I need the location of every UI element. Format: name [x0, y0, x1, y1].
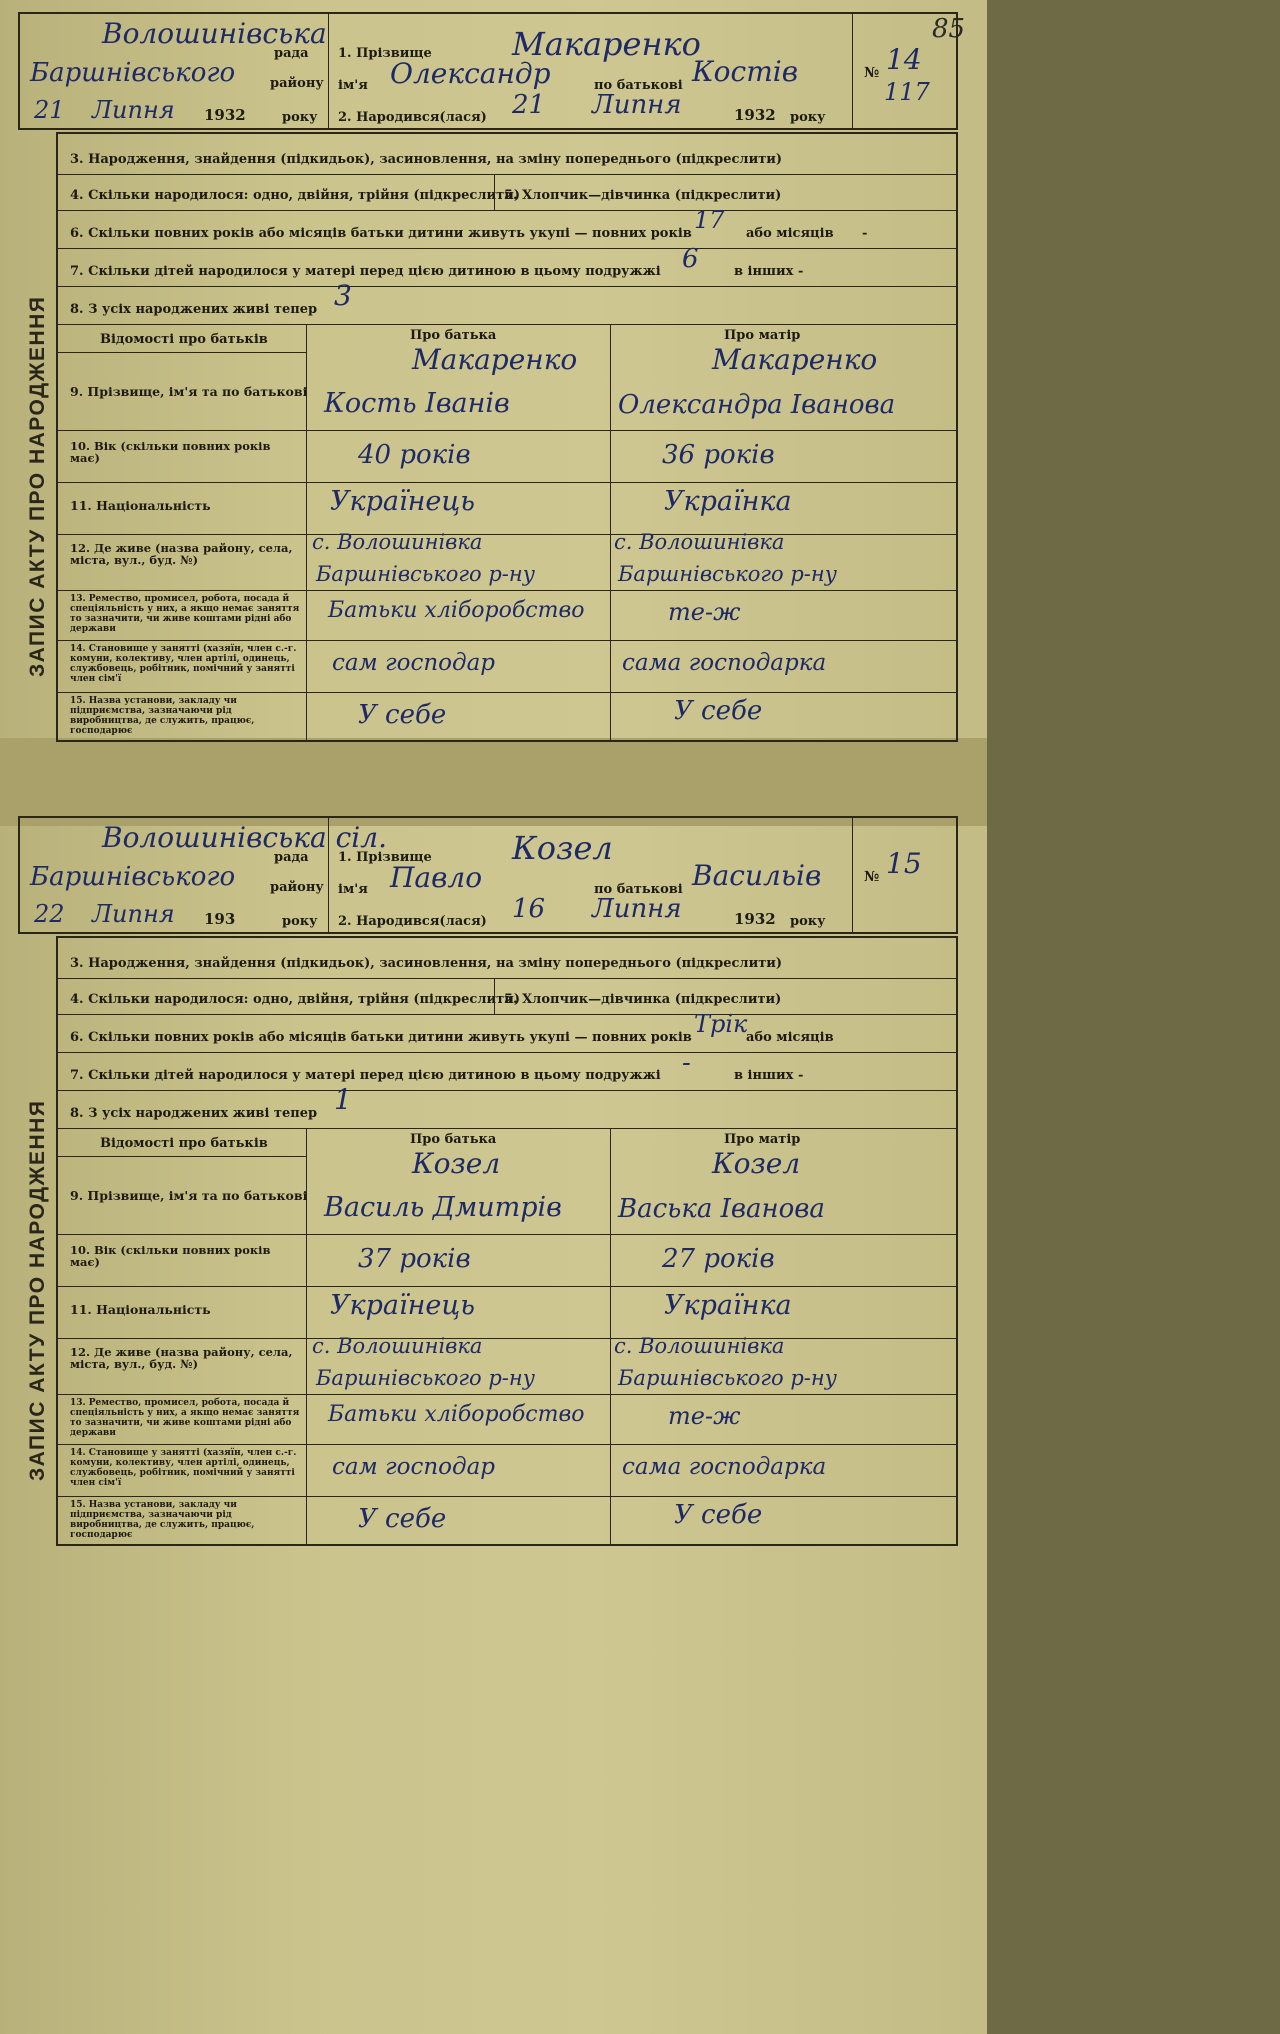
- row10-text: 10. Вік (скільки повних років має): [70, 439, 271, 465]
- birth-day: 16: [512, 894, 546, 924]
- number-sign: №: [864, 65, 880, 81]
- father-header: Про батька: [410, 328, 497, 343]
- birth-year: 1932: [734, 106, 776, 124]
- row10-text: 10. Вік (скільки повних років має): [70, 1243, 271, 1269]
- row4-text: 4. Скільки народилося: одно, двійня, трійня (підкреслити): [70, 188, 520, 203]
- father-surname: Козел: [412, 1147, 501, 1180]
- row13-text: 13. Ремество, промисел, робота, посада й спеціяльність у них, а якщо немає заняття то зазначити, чи живе коштами рідні або держави: [70, 1398, 300, 1438]
- row3-text: 3. Народження, знайдення (підкидьок), засиновлення, на зміну попереднього (підкреслити): [70, 152, 783, 167]
- raion-label: району: [270, 880, 324, 895]
- record-number: 14: [886, 43, 922, 76]
- child-name: Олександр: [390, 57, 551, 90]
- row-divider: [56, 286, 958, 287]
- birth-month: Липня: [592, 90, 682, 120]
- father-status: сам господар: [332, 1454, 495, 1480]
- mother-status: сама господарка: [622, 1454, 827, 1480]
- record-number-secondary: 117: [884, 78, 930, 106]
- side-label: ЗАПИС АКТУ ПРО НАРОДЖЕННЯ: [26, 1099, 49, 1481]
- children-before: 6: [682, 244, 699, 274]
- born-label: 2. Народився(лася): [338, 914, 487, 929]
- side-label: ЗАПИС АКТУ ПРО НАРОДЖЕННЯ: [26, 295, 49, 677]
- child-surname: Козел: [512, 829, 613, 867]
- row15-text: 15. Назва установи, закладу чи підприємства, зазначаючи рід виробництва, де служить, працює, господарює: [70, 1500, 255, 1540]
- row14-text: 14. Становище у занятті (хазяїн, член с.-г. комуни, колективу, член артілі, одинець, службовець, робітник, помічний у занятті член сім'ї: [70, 644, 297, 684]
- row5-text: 5. Хлопчик—дівчинка (підкреслити): [504, 992, 782, 1007]
- row8-text: 8. З усіх народжених живі тепер: [70, 1106, 318, 1121]
- child-name: Павло: [390, 861, 483, 894]
- raion-value: Баршнівського: [30, 862, 236, 892]
- row-divider: [56, 352, 306, 353]
- row-divider: [56, 1394, 958, 1395]
- surname-label: 1. Прізвище: [338, 46, 432, 61]
- alive-now: 1: [334, 1083, 352, 1116]
- row14-text: 14. Становище у занятті (хазяїн, член с.-г. комуни, колективу, член артілі, одинець, службовець, робітник, помічний у занятті член сім'ї: [70, 1448, 297, 1488]
- row13-text: 13. Ремество, промисел, робота, посада й спеціяльність у них, а якщо немає заняття то зазначити, чи живе коштами рідні або держави: [70, 594, 300, 634]
- row11-text: 11. Національність: [70, 498, 211, 513]
- children-before: -: [682, 1048, 691, 1078]
- number-sign: №: [864, 869, 880, 885]
- patronymic-label: по батькові: [594, 78, 683, 93]
- mother-nationality: Українка: [664, 486, 792, 517]
- row-divider: [56, 1014, 958, 1015]
- row-divider: [494, 978, 495, 1014]
- father-workplace: У себе: [358, 700, 447, 730]
- row-divider: [56, 174, 958, 175]
- child-surname: Макаренко: [512, 25, 701, 63]
- father-residence-1: с. Волошинівка: [312, 530, 483, 554]
- row6-text: 6. Скільки повних років або місяців батьки дитини живуть укупі — повних років: [70, 1030, 692, 1045]
- row-divider: [56, 640, 958, 641]
- years-together: Трік: [694, 1010, 748, 1038]
- row8-text: 8. З усіх народжених живі тепер: [70, 302, 318, 317]
- mother-residence-2: Баршнівського р-ну: [618, 1366, 837, 1390]
- father-workplace: У себе: [358, 1504, 447, 1534]
- col-divider: [610, 324, 611, 742]
- reg-month: Липня: [92, 900, 175, 928]
- mother-header: Про матір: [724, 328, 801, 343]
- father-residence-1: с. Волошинівка: [312, 1334, 483, 1358]
- row5-text: 5. Хлопчик—дівчинка (підкреслити): [504, 188, 782, 203]
- row-divider: [56, 210, 958, 211]
- header-divider: [852, 12, 853, 130]
- rada-value: Волошинівська: [102, 17, 327, 50]
- child-patronymic: Костів: [692, 55, 799, 88]
- row-divider: [56, 1338, 958, 1339]
- raion-value: Баршнівського: [30, 58, 236, 88]
- father-header: Про батька: [410, 1132, 497, 1147]
- mother-workplace: У себе: [674, 696, 763, 726]
- children-other: -: [798, 1068, 804, 1083]
- mother-name: Васька Іванова: [618, 1194, 825, 1224]
- roku-label-2: року: [790, 110, 826, 125]
- rada-label: рада: [274, 46, 309, 61]
- birth-year: 1932: [734, 910, 776, 928]
- record-number: 15: [886, 847, 922, 880]
- mother-occupation: те-ж: [668, 1402, 741, 1430]
- row-divider: [56, 1090, 958, 1091]
- roku-label: року: [282, 914, 318, 929]
- col-divider: [610, 1128, 611, 1546]
- row7-text: 7. Скільки дітей народилося у матері перед цією дитиною в цьому подружжі: [70, 1068, 661, 1083]
- birth-day: 21: [512, 90, 546, 120]
- mother-residence-1: с. Волошинівка: [614, 1334, 785, 1358]
- mother-age: 36 років: [662, 440, 775, 470]
- father-age: 40 років: [358, 440, 471, 470]
- mother-occupation: те-ж: [668, 598, 741, 626]
- mother-surname: Козел: [712, 1147, 801, 1180]
- rada-label: рада: [274, 850, 309, 865]
- row11-text: 11. Національність: [70, 1302, 211, 1317]
- father-occupation: Батьки хліборобство: [328, 1402, 585, 1427]
- row-divider: [56, 1286, 958, 1287]
- born-label: 2. Народився(лася): [338, 110, 487, 125]
- row7b-text: в інших: [734, 1068, 794, 1083]
- reg-month: Липня: [92, 96, 175, 124]
- reg-day: 21: [34, 96, 65, 124]
- row-divider: [56, 430, 958, 431]
- children-other: -: [798, 264, 804, 279]
- birth-month: Липня: [592, 894, 682, 924]
- row-divider: [56, 590, 958, 591]
- row-divider: [56, 1128, 958, 1129]
- row-divider: [494, 174, 495, 210]
- surname-label: 1. Прізвище: [338, 850, 432, 865]
- rada-value: Волошинівська сіл.: [102, 821, 387, 854]
- row-divider: [56, 1052, 958, 1053]
- mother-name: Олександра Іванова: [618, 390, 896, 420]
- mother-age: 27 років: [662, 1244, 775, 1274]
- row-divider: [56, 1234, 958, 1235]
- row6b-text: або місяців: [746, 1030, 834, 1045]
- row-divider: [56, 1496, 958, 1497]
- row-divider: [56, 324, 958, 325]
- mother-residence-2: Баршнівського р-ну: [618, 562, 837, 586]
- row12-text: 12. Де живе (назва району, села, міста, вул., буд. №): [70, 1345, 293, 1371]
- father-residence-2: Баршнівського р-ну: [316, 1366, 535, 1390]
- row6b-text: або місяців: [746, 226, 834, 241]
- row-divider: [56, 692, 958, 693]
- father-name: Василь Дмитрів: [324, 1192, 562, 1223]
- row3-text: 3. Народження, знайдення (підкидьок), засиновлення, на зміну попереднього (підкреслити): [70, 956, 783, 971]
- header-divider: [852, 816, 853, 934]
- name-label: ім'я: [338, 882, 368, 897]
- reg-year: 1932: [204, 106, 246, 124]
- row9-text: 9. Прізвище, ім'я та по батькові: [70, 384, 308, 399]
- row-divider: [56, 248, 958, 249]
- mother-residence-1: с. Волошинівка: [614, 530, 785, 554]
- reg-day: 22: [34, 900, 65, 928]
- parents-header: Відомості про батьків: [100, 1136, 268, 1151]
- mother-nationality: Українка: [664, 1290, 792, 1321]
- row7-text: 7. Скільки дітей народилося у матері перед цією дитиною в цьому подружжі: [70, 264, 661, 279]
- row9-text: 9. Прізвище, ім'я та по батькові: [70, 1188, 308, 1203]
- child-patronymic: Васильів: [692, 859, 822, 892]
- father-surname: Макаренко: [412, 343, 578, 376]
- header-divider: [328, 12, 329, 130]
- father-nationality: Українець: [330, 486, 475, 517]
- page-mark: 85: [932, 14, 966, 44]
- page-gap: [0, 738, 987, 826]
- father-name: Кость Іванів: [324, 388, 510, 419]
- mother-header: Про матір: [724, 1132, 801, 1147]
- father-residence-2: Баршнівського р-ну: [316, 562, 535, 586]
- roku-label: року: [282, 110, 318, 125]
- parents-header: Відомості про батьків: [100, 332, 268, 347]
- years-together: 17: [694, 206, 725, 234]
- birth-record-1: [12, 12, 960, 742]
- row-divider: [56, 1156, 306, 1157]
- reg-year: 193: [204, 910, 236, 928]
- row7b-text: в інших: [734, 264, 794, 279]
- mother-workplace: У себе: [674, 1500, 763, 1530]
- father-nationality: Українець: [330, 1290, 475, 1321]
- father-status: сам господар: [332, 650, 495, 676]
- row4-text: 4. Скільки народилося: одно, двійня, трійня (підкреслити): [70, 992, 520, 1007]
- row15-text: 15. Назва установи, закладу чи підприємства, зазначаючи рід виробництва, де служить, працює, господарює: [70, 696, 255, 736]
- father-age: 37 років: [358, 1244, 471, 1274]
- birth-record-2: [12, 816, 960, 1586]
- row-divider: [56, 534, 958, 535]
- roku-label-2: року: [790, 914, 826, 929]
- row12-text: 12. Де живе (назва району, села, міста, вул., буд. №): [70, 541, 293, 567]
- row-divider: [56, 482, 958, 483]
- mother-status: сама господарка: [622, 650, 827, 676]
- row6-text: 6. Скільки повних років або місяців батьки дитини живуть укупі — повних років: [70, 226, 692, 241]
- father-occupation: Батьки хліборобство: [328, 598, 585, 623]
- row-divider: [56, 978, 958, 979]
- mother-surname: Макаренко: [712, 343, 878, 376]
- months-together: -: [862, 226, 868, 241]
- alive-now: 3: [334, 279, 352, 312]
- raion-label: району: [270, 76, 324, 91]
- name-label: ім'я: [338, 78, 368, 93]
- patronymic-label: по батькові: [594, 882, 683, 897]
- row-divider: [56, 1444, 958, 1445]
